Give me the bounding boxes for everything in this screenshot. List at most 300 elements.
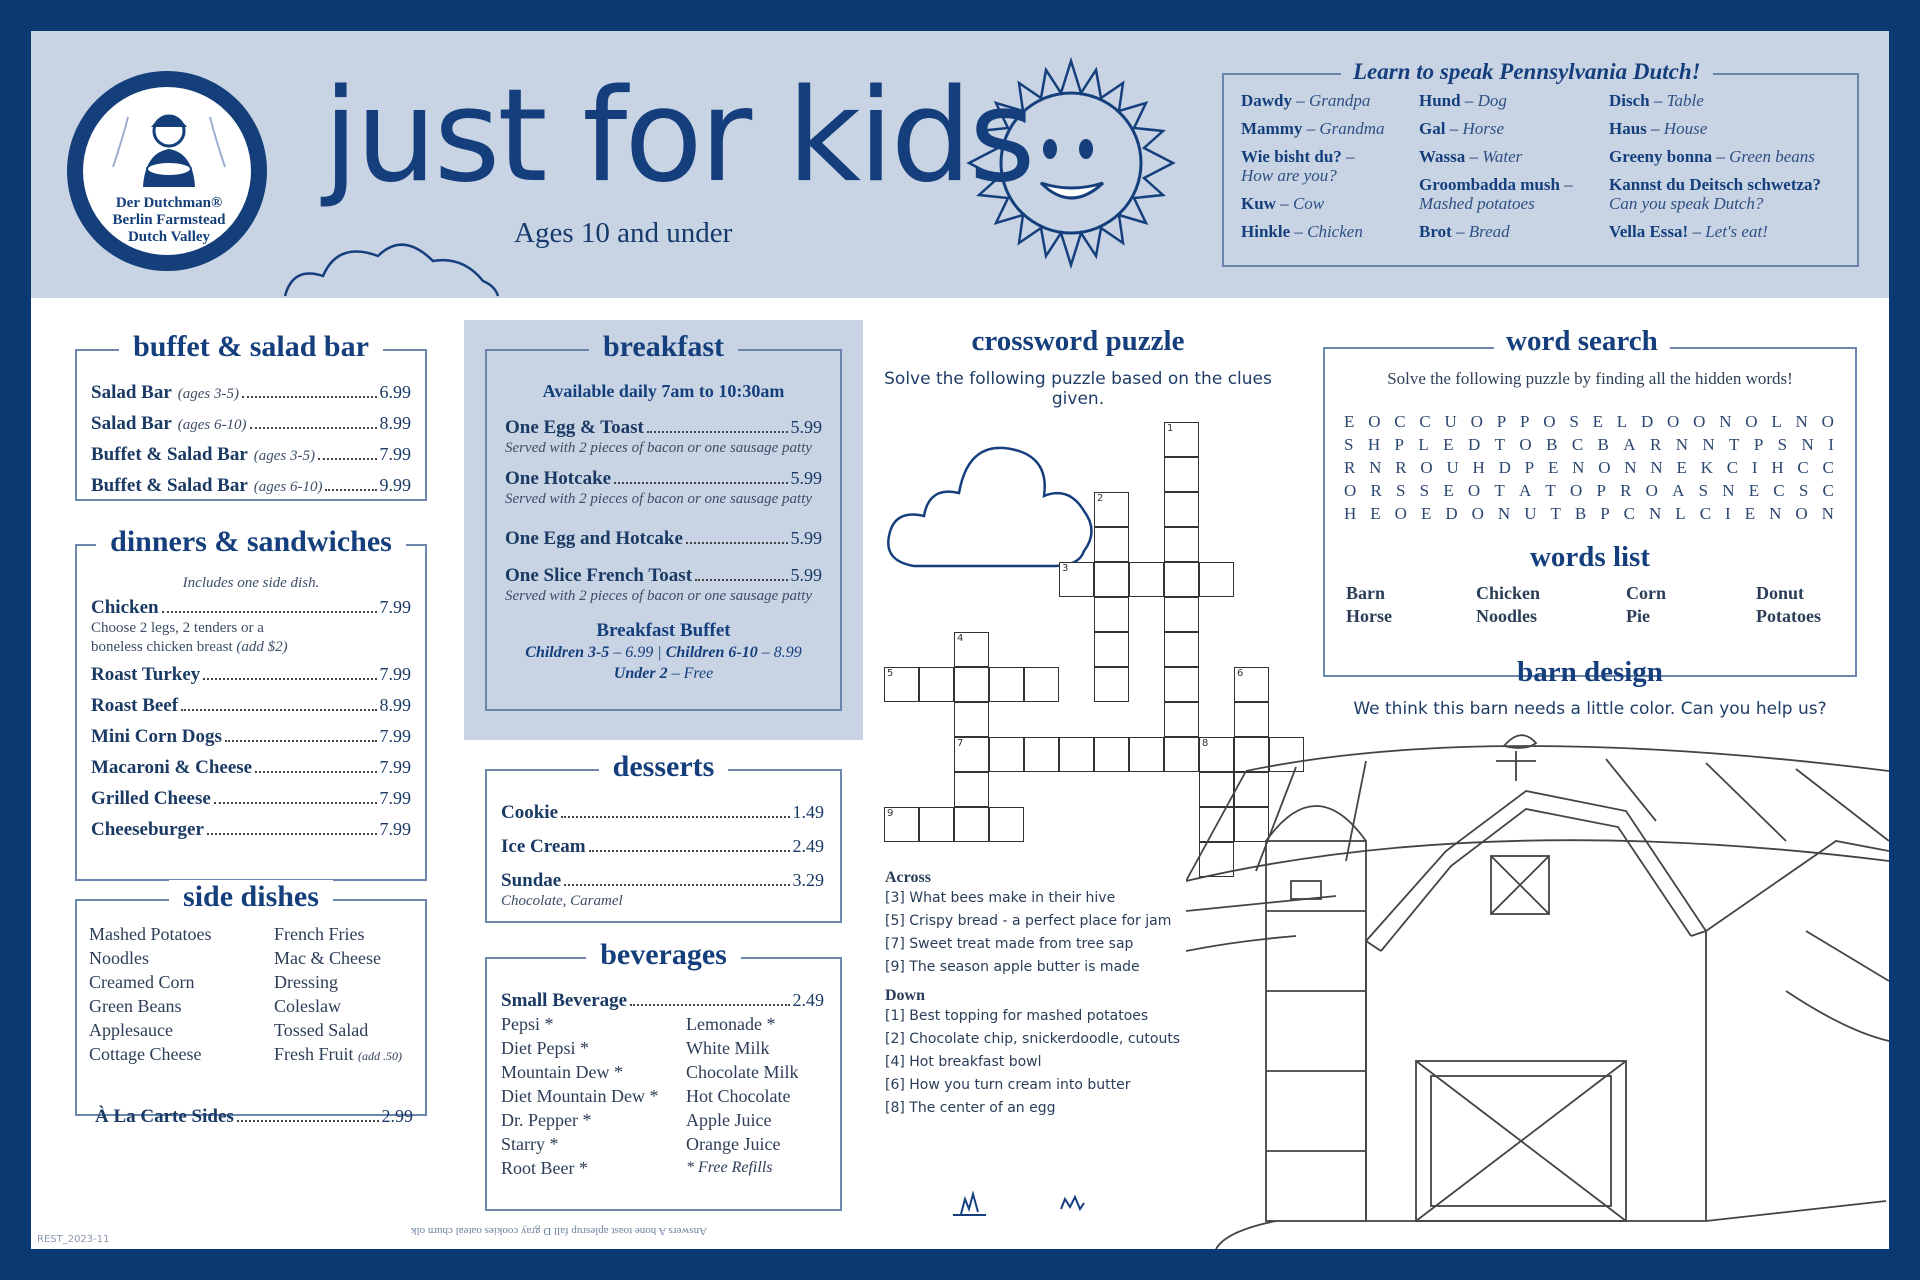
wordsearch-letter[interactable]: C bbox=[1571, 435, 1584, 454]
crossword-cell[interactable] bbox=[1164, 667, 1199, 702]
price: Free bbox=[683, 665, 714, 682]
item-name: One Hotcake bbox=[505, 468, 612, 489]
wordsearch-letter[interactable]: O bbox=[1569, 481, 1583, 500]
beverage-item: Lemonade * bbox=[686, 1014, 776, 1034]
wordsearch-letter[interactable]: T bbox=[1550, 504, 1561, 523]
crossword-cell[interactable]: 6 bbox=[1234, 667, 1269, 702]
wordsearch-letter[interactable]: N bbox=[1769, 504, 1782, 523]
beverages-section bbox=[485, 938, 842, 1211]
side-item: Coleslaw bbox=[274, 996, 341, 1016]
sides-list bbox=[89, 922, 424, 1068]
wordsearch-letter[interactable]: O bbox=[1821, 412, 1834, 431]
item-price: 5.99 bbox=[790, 417, 822, 437]
wordsearch-letter[interactable]: H bbox=[1472, 458, 1485, 477]
fruit-add: (add .50) bbox=[358, 1049, 403, 1063]
menu-item bbox=[91, 443, 411, 467]
wordsearch-letter[interactable]: R bbox=[1620, 481, 1632, 500]
crossword-cell[interactable]: 5 bbox=[884, 667, 919, 702]
wordsearch-letter[interactable]: H bbox=[1367, 435, 1381, 454]
wordsearch-letter[interactable]: A bbox=[1623, 435, 1636, 454]
item-name: Chicken bbox=[91, 597, 159, 618]
pd-meaning: Water bbox=[1482, 147, 1523, 166]
item-price: 8.99 bbox=[379, 695, 411, 715]
item-price: 8.99 bbox=[379, 413, 411, 433]
wordsearch-letter[interactable]: O bbox=[1470, 412, 1483, 431]
beverage-item: Mountain Dew * bbox=[501, 1062, 623, 1082]
chicken-add: (add $2) bbox=[236, 639, 288, 655]
sides-title: side dishes bbox=[169, 880, 333, 913]
wordsearch-letter[interactable]: N bbox=[1702, 435, 1715, 454]
pd-word: Wie bisht du? bbox=[1241, 147, 1342, 166]
wordsearch-letter[interactable]: O bbox=[1745, 412, 1758, 431]
item-price: 7.99 bbox=[379, 819, 411, 839]
wordsearch-letter[interactable]: N bbox=[1821, 504, 1834, 523]
buffet-section bbox=[75, 330, 427, 501]
clue: [3] What bees make in their hive bbox=[885, 890, 1116, 906]
item-note: Served with 2 pieces of bacon or one sausage patty bbox=[505, 491, 813, 507]
item-name: Salad Bar bbox=[91, 382, 172, 403]
wordsearch-letter[interactable]: N bbox=[1675, 435, 1688, 454]
crossword-cell[interactable] bbox=[1094, 597, 1129, 632]
beverage-item: Diet Pepsi * bbox=[501, 1038, 589, 1058]
wordsearch-letter[interactable]: K bbox=[1700, 458, 1713, 477]
crossword-clues bbox=[885, 863, 1180, 1120]
crossword-cell[interactable]: 7 bbox=[954, 737, 989, 772]
pd-word: Hund bbox=[1419, 91, 1461, 110]
wordsearch-letter[interactable]: L bbox=[1675, 504, 1686, 523]
beverage-item: Root Beer * bbox=[501, 1158, 588, 1178]
wordsearch-letter[interactable]: N bbox=[1624, 458, 1637, 477]
wordsearch-row bbox=[1344, 434, 1834, 456]
item-price: 9.99 bbox=[379, 475, 411, 495]
item-price: 5.99 bbox=[790, 468, 822, 488]
crossword-cell[interactable] bbox=[1094, 527, 1129, 562]
side-item: Mashed Potatoes bbox=[89, 924, 212, 944]
menu-item bbox=[501, 835, 824, 858]
wordsearch-letter[interactable]: R bbox=[1370, 481, 1382, 500]
wordsearch-letter[interactable]: O bbox=[1543, 412, 1556, 431]
wordsearch-letter[interactable]: O bbox=[1420, 458, 1433, 477]
wordsearch-letter[interactable]: N bbox=[1795, 412, 1808, 431]
clue: [7] Sweet treat made from tree sap bbox=[885, 936, 1134, 952]
pd-word: Vella Essa! bbox=[1609, 222, 1689, 241]
pd-word: Gal bbox=[1419, 119, 1446, 138]
wordsearch-letter[interactable]: H bbox=[1344, 504, 1357, 523]
menu-item bbox=[91, 596, 411, 619]
item-name: À La Carte Sides bbox=[95, 1106, 234, 1127]
pa-dutch-col-3: Disch – Table Haus – House Greeny bonna – Green beans Kannst du Deitsch schwetza? Can you speak Dutch? Vella Essa! – Let's eat! bbox=[1609, 91, 1822, 241]
wordsearch-letter[interactable]: D bbox=[1467, 435, 1481, 454]
wordsearch-letter[interactable]: U bbox=[1444, 412, 1457, 431]
item-name: Sundae bbox=[501, 870, 562, 891]
wordsearch-letter[interactable]: R bbox=[1395, 458, 1407, 477]
menu-item bbox=[91, 474, 411, 498]
item-name: Cookie bbox=[501, 802, 558, 823]
wordsearch-letter[interactable]: E bbox=[1370, 504, 1381, 523]
side-item: Mac & Cheese bbox=[274, 948, 381, 968]
pd-word: Dawdy bbox=[1241, 91, 1293, 110]
crossword-cell[interactable]: 1 bbox=[1164, 422, 1199, 457]
side-item: Noodles bbox=[89, 948, 149, 968]
desserts-title: desserts bbox=[599, 750, 729, 783]
crossword-cell[interactable] bbox=[1094, 737, 1129, 772]
wordsearch-letter[interactable]: D bbox=[1498, 458, 1511, 477]
sun-icon bbox=[951, 43, 1191, 283]
wordsearch-letter[interactable]: T bbox=[1494, 435, 1506, 454]
wordsearch-grid bbox=[1344, 411, 1834, 526]
item-note: Served with 2 pieces of bacon or one sausage patty bbox=[505, 588, 813, 604]
word: Barn bbox=[1346, 583, 1386, 603]
crossword-cell[interactable] bbox=[1024, 667, 1059, 702]
menu-item bbox=[505, 564, 822, 587]
item-note: Served with 2 pieces of bacon or one sausage patty bbox=[505, 440, 813, 456]
item-name: Buffet & Salad Bar bbox=[91, 475, 248, 496]
wordsearch-letter[interactable]: U bbox=[1524, 504, 1537, 523]
pd-word: Greeny bonna bbox=[1609, 147, 1713, 166]
crossword-cell[interactable]: 9 bbox=[884, 807, 919, 842]
wordsearch-letter[interactable]: C bbox=[1822, 481, 1834, 500]
chicken-desc-2: boneless chicken breast bbox=[91, 639, 233, 655]
wordsearch-letter[interactable]: P bbox=[1600, 504, 1610, 523]
breakfast-avail: Available daily 7am to 10:30am bbox=[542, 381, 785, 401]
side-item: Applesauce bbox=[89, 1020, 173, 1040]
crossword-cell[interactable] bbox=[1059, 737, 1094, 772]
wordsearch-letter[interactable]: B bbox=[1574, 504, 1587, 523]
wordsearch-letter[interactable]: U bbox=[1446, 458, 1459, 477]
wordsearch-letter[interactable]: L bbox=[1771, 412, 1782, 431]
barn-subtitle: We think this barn needs a little color. Can you help us? bbox=[1353, 699, 1827, 719]
wordsearch-letter[interactable]: N bbox=[1722, 481, 1735, 500]
word: Chicken bbox=[1476, 583, 1541, 603]
dinners-title: dinners & sandwiches bbox=[96, 525, 406, 558]
pd-word: Wassa bbox=[1419, 147, 1466, 166]
item-price: 7.99 bbox=[379, 726, 411, 746]
beverage-item: Hot Chocolate bbox=[686, 1086, 791, 1106]
wordsearch-letter[interactable]: P bbox=[1519, 412, 1530, 431]
barn-drawing bbox=[1186, 731, 1889, 1249]
wordsearch-letter[interactable]: S bbox=[1777, 435, 1788, 454]
crossword-cell[interactable] bbox=[1164, 562, 1199, 597]
clue: [1] Best topping for mashed potatoes bbox=[885, 1008, 1149, 1024]
wordsearch-letter[interactable]: E bbox=[1443, 481, 1454, 500]
refill-note: * Free Refills bbox=[686, 1159, 773, 1176]
words-list-title: words list bbox=[1529, 541, 1651, 573]
crossword-cell[interactable]: 2 bbox=[1094, 492, 1129, 527]
crossword-cell[interactable] bbox=[954, 667, 989, 702]
wordsearch-letter[interactable]: T bbox=[1494, 481, 1505, 500]
wordsearch-letter[interactable]: P bbox=[1524, 458, 1535, 477]
menu-item bbox=[505, 416, 822, 439]
dinners-section bbox=[75, 525, 427, 881]
crossword-cell[interactable] bbox=[1164, 457, 1199, 492]
word: Noodles bbox=[1476, 606, 1538, 626]
wordsearch-letter[interactable]: C bbox=[1699, 504, 1712, 523]
word: Donut bbox=[1756, 583, 1805, 603]
item-price: 5.99 bbox=[790, 528, 822, 548]
wordsearch-letter[interactable]: L bbox=[1418, 435, 1429, 454]
crossword-cell[interactable] bbox=[1094, 562, 1129, 597]
pd-meaning: Grandma bbox=[1319, 119, 1385, 138]
crossword-cell[interactable] bbox=[1129, 737, 1164, 772]
wordsearch-letter[interactable]: S bbox=[1419, 481, 1430, 500]
wordsearch-letter[interactable]: T bbox=[1729, 435, 1740, 454]
wordsearch-letter[interactable]: H bbox=[1771, 458, 1784, 477]
pd-meaning: House bbox=[1663, 119, 1708, 138]
item-name: One Egg & Toast bbox=[505, 417, 644, 438]
crossword-cell[interactable] bbox=[1024, 737, 1059, 772]
wordsearch-letter[interactable]: A bbox=[1518, 481, 1532, 500]
wordsearch-letter[interactable]: N bbox=[1650, 458, 1663, 477]
breakfast-buffet-title: Breakfast Buffet bbox=[596, 620, 731, 641]
crossword-title: crossword puzzle bbox=[971, 325, 1185, 357]
wordsearch-letter[interactable]: T bbox=[1545, 481, 1556, 500]
wordsearch-letter[interactable]: S bbox=[1698, 481, 1709, 500]
wordsearch-letter[interactable]: E bbox=[1420, 504, 1432, 523]
menu-item bbox=[91, 756, 411, 779]
wordsearch-letter[interactable]: C bbox=[1726, 458, 1739, 477]
menu-item bbox=[505, 527, 822, 550]
cloud-icon bbox=[283, 236, 503, 298]
item-price: 7.99 bbox=[379, 664, 411, 684]
wordsearch-letter[interactable]: O bbox=[1645, 481, 1658, 500]
barn-title: barn design bbox=[1517, 656, 1663, 688]
wordsearch-letter[interactable]: E bbox=[1547, 458, 1559, 477]
side-item: Creamed Corn bbox=[89, 972, 195, 992]
wordsearch-letter[interactable]: E bbox=[1443, 435, 1454, 454]
crossword-cell[interactable] bbox=[1094, 667, 1129, 702]
wordsearch-letter[interactable]: D bbox=[1445, 504, 1458, 523]
item-name: Mini Corn Dogs bbox=[91, 726, 222, 747]
wordsearch-letter[interactable]: O bbox=[1519, 435, 1532, 454]
word: Pie bbox=[1626, 606, 1650, 626]
wordsearch-letter[interactable]: C bbox=[1419, 412, 1431, 431]
pa-dutch-title: Learn to speak Pennsylvania Dutch! bbox=[1341, 59, 1713, 85]
dinners-note: Includes one side dish. bbox=[182, 575, 320, 591]
farmer-icon bbox=[83, 87, 255, 197]
item-name: Buffet & Salad Bar bbox=[91, 444, 248, 465]
menu-item bbox=[91, 412, 411, 436]
pd-meaning: Can you speak Dutch? bbox=[1609, 194, 1764, 213]
wordsearch-title: word search bbox=[1494, 325, 1670, 358]
wordsearch-row bbox=[1344, 480, 1834, 502]
beverage-item: Chocolate Milk bbox=[686, 1062, 799, 1082]
wordsearch-letter[interactable]: B bbox=[1546, 435, 1558, 454]
age-band: Children 3-5 bbox=[525, 644, 610, 661]
pd-meaning: Dog bbox=[1477, 91, 1507, 110]
logo-line-3: Dutch Valley bbox=[127, 229, 211, 245]
item-price: 5.99 bbox=[790, 565, 822, 585]
crossword-cell[interactable] bbox=[919, 667, 954, 702]
wordsearch-subtitle: Solve the following puzzle by finding all the hidden words! bbox=[1387, 369, 1793, 388]
crossword-subtitle: Solve the following puzzle based on the clues given. bbox=[884, 369, 1272, 409]
item-name: Roast Turkey bbox=[91, 664, 201, 685]
wordsearch-letter[interactable]: N bbox=[1719, 412, 1732, 431]
item-price: 3.29 bbox=[792, 870, 824, 890]
item-price: 7.99 bbox=[379, 788, 411, 808]
wordsearch-letter[interactable]: C bbox=[1797, 458, 1809, 477]
beverage-item: Apple Juice bbox=[686, 1110, 772, 1130]
item-sub: (ages 6-10) bbox=[177, 417, 247, 433]
wordsearch-letter[interactable]: O bbox=[1467, 481, 1481, 500]
cloud-icon bbox=[884, 431, 1104, 571]
pd-word: Brot bbox=[1419, 222, 1452, 241]
wordsearch-row bbox=[1344, 503, 1834, 525]
item-name: Cheeseburger bbox=[91, 819, 204, 840]
crossword-cell[interactable]: 8 bbox=[1199, 737, 1234, 772]
pd-word: Kannst du Deitsch schwetza? bbox=[1609, 175, 1822, 194]
beverage-item: Starry * bbox=[501, 1134, 559, 1154]
buffet-title: buffet & salad bar bbox=[119, 330, 383, 363]
item-name: Salad Bar bbox=[91, 413, 172, 434]
breakfast-section bbox=[485, 330, 842, 711]
pd-meaning: Mashed potatoes bbox=[1419, 194, 1535, 213]
crossword-cell[interactable] bbox=[1164, 492, 1199, 527]
crossword-cell[interactable] bbox=[954, 807, 989, 842]
chicken-desc: Choose 2 legs, 2 tenders or a bbox=[91, 620, 264, 636]
header-band bbox=[31, 31, 1889, 298]
item-name: Grilled Cheese bbox=[91, 788, 211, 809]
pd-word: Haus bbox=[1609, 119, 1647, 138]
wordsearch-letter[interactable]: E bbox=[1676, 458, 1687, 477]
crossword-cell[interactable] bbox=[1164, 632, 1199, 667]
item-name: Roast Beef bbox=[91, 695, 179, 716]
crossword-cell[interactable] bbox=[1094, 632, 1129, 667]
wordsearch-letter[interactable]: L bbox=[1616, 412, 1628, 431]
wordsearch-letter[interactable]: E bbox=[1744, 504, 1756, 523]
item-price: 2.49 bbox=[792, 836, 824, 856]
wordsearch-letter[interactable]: O bbox=[1598, 458, 1611, 477]
wordsearch-letter[interactable]: C bbox=[1822, 458, 1834, 477]
wordsearch-letter[interactable]: S bbox=[1396, 481, 1406, 500]
wordsearch-letter[interactable]: O bbox=[1795, 504, 1808, 523]
menu-item bbox=[91, 787, 411, 810]
words-list bbox=[1346, 582, 1846, 628]
crossword-cell[interactable] bbox=[954, 702, 989, 737]
menu-item bbox=[501, 801, 824, 824]
crossword-cell[interactable] bbox=[989, 807, 1024, 842]
pd-meaning: Cow bbox=[1292, 194, 1325, 213]
crossword-cell[interactable] bbox=[989, 667, 1024, 702]
desserts-section bbox=[485, 750, 842, 923]
down-label: Down bbox=[885, 987, 926, 1004]
wordsearch-letter[interactable]: P bbox=[1753, 435, 1764, 454]
wordsearch-letter[interactable]: O bbox=[1394, 504, 1407, 523]
wordsearch-letter[interactable]: R bbox=[1649, 435, 1662, 454]
wordsearch-letter[interactable]: A bbox=[1672, 481, 1685, 500]
wordsearch-letter[interactable]: E bbox=[1344, 412, 1355, 431]
wordsearch-letter[interactable]: O bbox=[1471, 504, 1484, 523]
crossword-cell[interactable] bbox=[954, 772, 989, 807]
item-price: 7.99 bbox=[379, 757, 411, 777]
wordsearch-letter[interactable]: C bbox=[1773, 481, 1785, 500]
crossword-cell[interactable] bbox=[919, 807, 954, 842]
pd-meaning: Chicken bbox=[1307, 222, 1363, 241]
wordsearch-letter[interactable]: D bbox=[1640, 412, 1654, 431]
wordsearch-letter[interactable]: E bbox=[1748, 481, 1760, 500]
wordsearch-letter[interactable]: O bbox=[1667, 412, 1680, 431]
pd-meaning: How are you? bbox=[1241, 166, 1337, 185]
clue: [2] Chocolate chip, snickerdoodle, cutouts bbox=[885, 1031, 1181, 1047]
menu-item bbox=[91, 663, 411, 686]
wordsearch-row bbox=[1344, 411, 1834, 433]
crossword-cell[interactable] bbox=[1129, 562, 1164, 597]
crossword-cell[interactable] bbox=[989, 737, 1024, 772]
wordsearch-letter[interactable]: N bbox=[1649, 504, 1662, 523]
beverage-item: Pepsi * bbox=[501, 1014, 554, 1034]
wordsearch-letter[interactable]: N bbox=[1369, 458, 1382, 477]
pd-meaning: Green beans bbox=[1729, 147, 1815, 166]
menu-item bbox=[91, 381, 411, 405]
wordsearch-letter[interactable]: N bbox=[1497, 504, 1511, 523]
item-price: 7.99 bbox=[379, 444, 411, 464]
wordsearch-letter[interactable]: E bbox=[1592, 412, 1603, 431]
crossword-cell[interactable] bbox=[1199, 562, 1234, 597]
wordsearch-letter[interactable]: I bbox=[1828, 435, 1834, 454]
beverages-title: beverages bbox=[586, 938, 741, 971]
wordsearch-letter[interactable]: O bbox=[1693, 412, 1706, 431]
beverage-item: Orange Juice bbox=[686, 1134, 781, 1154]
price: 6.99 bbox=[625, 644, 654, 661]
item-price: 2.49 bbox=[792, 990, 824, 1010]
wordsearch-letter[interactable]: P bbox=[1496, 412, 1507, 431]
side-item: Cottage Cheese bbox=[89, 1044, 202, 1064]
pd-meaning: Let's eat! bbox=[1705, 222, 1768, 241]
pd-word: Hinkle bbox=[1241, 222, 1291, 241]
crossword-cell[interactable]: 4 bbox=[954, 632, 989, 667]
item-price: 6.99 bbox=[379, 382, 411, 402]
word: Corn bbox=[1626, 583, 1666, 603]
wordsearch-letter[interactable]: P bbox=[1394, 435, 1404, 454]
logo-line-1: Der Dutchman® bbox=[115, 195, 223, 211]
beverage-item: Dr. Pepper * bbox=[501, 1110, 592, 1130]
answers-key: Answers A hone toast aplesrup fall D gray cookies oateal churn olk bbox=[411, 1225, 708, 1237]
wordsearch-letter[interactable]: N bbox=[1572, 458, 1585, 477]
wordsearch-letter[interactable]: S bbox=[1569, 412, 1579, 431]
item-sub: (ages 3-5) bbox=[253, 448, 315, 464]
item-price: 2.99 bbox=[381, 1106, 413, 1126]
crossword-cell[interactable] bbox=[1164, 597, 1199, 632]
wordsearch-letter[interactable]: I bbox=[1751, 458, 1758, 477]
wordsearch-letter[interactable]: B bbox=[1597, 435, 1609, 454]
side-item: Tossed Salad bbox=[274, 1020, 369, 1040]
wordsearch-letter[interactable]: N bbox=[1801, 435, 1814, 454]
wordsearch-letter[interactable]: C bbox=[1394, 412, 1406, 431]
wordsearch-letter[interactable]: I bbox=[1725, 504, 1731, 523]
beverage-item: Diet Mountain Dew * bbox=[501, 1086, 659, 1106]
wordsearch-letter[interactable]: O bbox=[1368, 412, 1381, 431]
item-sub: (ages 6-10) bbox=[253, 479, 323, 495]
wordsearch-letter[interactable]: S bbox=[1344, 435, 1354, 454]
item-price: 1.49 bbox=[792, 802, 824, 822]
wordsearch-letter[interactable]: P bbox=[1596, 481, 1606, 500]
page-title: just for kids bbox=[323, 62, 1033, 211]
logo-line-2: Berlin Farmstead bbox=[112, 212, 226, 228]
pd-meaning: Horse bbox=[1462, 119, 1505, 138]
wordsearch-letter[interactable]: O bbox=[1344, 481, 1357, 500]
wordsearch-letter[interactable]: C bbox=[1623, 504, 1636, 523]
item-name: Ice Cream bbox=[501, 836, 586, 857]
crossword-cell[interactable] bbox=[1164, 527, 1199, 562]
breakfast-title: breakfast bbox=[589, 330, 738, 363]
item-name: One Slice French Toast bbox=[505, 565, 693, 586]
crossword-cell[interactable]: 3 bbox=[1059, 562, 1094, 597]
wordsearch-letter[interactable]: S bbox=[1798, 481, 1809, 500]
across-label: Across bbox=[885, 869, 931, 886]
price: 8.99 bbox=[773, 644, 802, 661]
form-code: REST_2023-11 bbox=[37, 1234, 110, 1245]
alacarte-row bbox=[95, 1105, 413, 1128]
wordsearch-letter[interactable]: R bbox=[1344, 458, 1356, 477]
